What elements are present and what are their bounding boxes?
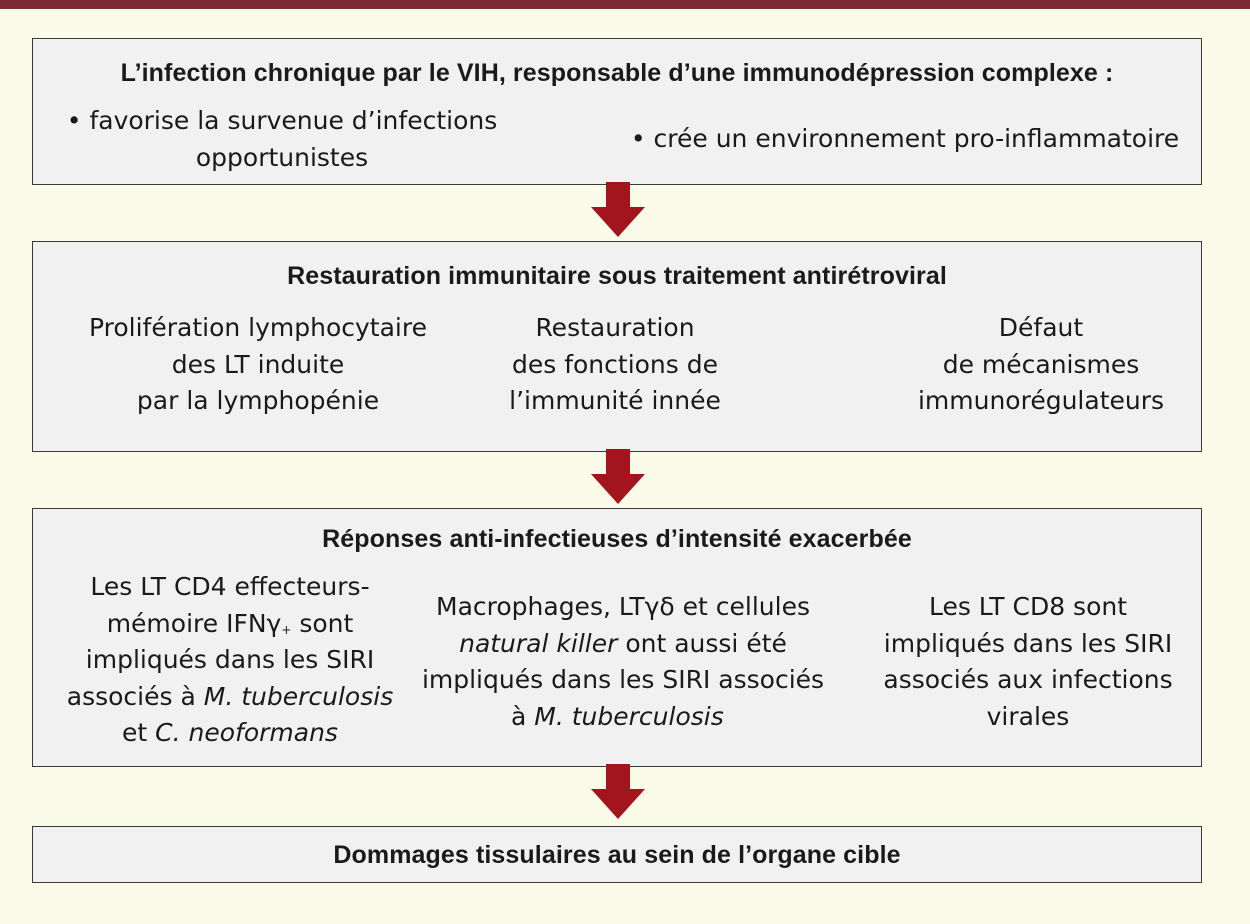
down-arrow-icon xyxy=(591,182,645,237)
box4-title: Dommages tissulaires au sein de l’organe cible xyxy=(333,841,901,869)
down-arrow-icon xyxy=(591,764,645,819)
box2-title: Restauration immunitaire sous traitement antirétroviral xyxy=(287,262,947,290)
box1-title: L’infection chronique par le VIH, responsable d’une immunodépression complexe : xyxy=(120,59,1114,87)
down-arrow-icon xyxy=(591,449,645,504)
top-accent-bar xyxy=(0,0,1250,9)
box-hiv-chronic-infection xyxy=(32,38,1202,185)
box3-col-cd8: Les LT CD8 sont impliqués dans les SIRI associés aux infections virales xyxy=(883,592,1173,731)
box1-right-item xyxy=(621,121,1189,158)
box1-left-item xyxy=(47,103,517,176)
box2-col-immunoregulation-defect: Défaut de mécanismes immunorégulateurs xyxy=(917,313,1165,415)
box-immune-restoration xyxy=(32,241,1202,452)
box-exacerbated-responses xyxy=(32,508,1202,767)
box2-col-lymphocyte-proliferation: Prolifération lymphocytaire des LT induite par la lymphopénie xyxy=(89,313,427,415)
box3-col-cd4: Les LT CD4 effecteurs- mémoire IFNγ+ sont impliqués dans les SIRI associés à M. tuberculosis et C. neoformans xyxy=(66,572,394,747)
box-tissue-damage xyxy=(32,826,1202,883)
box1-right-line: • crée un environnement pro-inflammatoire xyxy=(630,124,1180,153)
box3-col-macrophages: Macrophages, LTγδ et cellules natural killer ont aussi été impliqués dans les SIRI associés à M. tuberculosis xyxy=(421,592,825,731)
box3-title: Réponses anti-infectieuses d’intensité exacerbée xyxy=(322,525,912,553)
box2-col-innate-immunity: Restauration des fonctions de l’immunité innée xyxy=(509,313,721,415)
box1-left-line2: opportunistes xyxy=(195,142,369,172)
box1-left-line1: • favorise la survenue d’infections xyxy=(66,106,498,135)
